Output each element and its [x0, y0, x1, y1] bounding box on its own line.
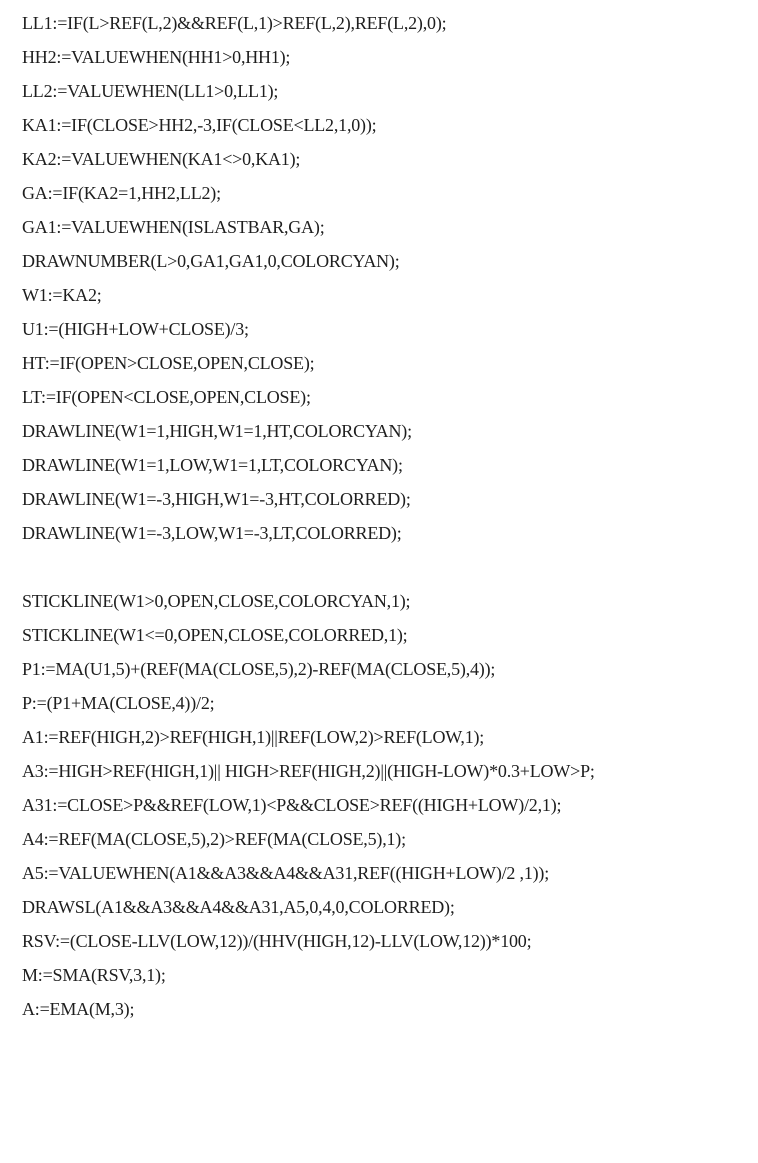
code-line-22: A3:=HIGH>REF(HIGH,1)|| HIGH>REF(HIGH,2)||(HIGH-LOW)*0.3+LOW>P; — [22, 761, 595, 781]
code-line-29: A:=EMA(M,3); — [22, 999, 135, 1019]
code-line-4: KA1:=IF(CLOSE>HH2,-3,IF(CLOSE<LL2,1,0)); — [22, 115, 377, 135]
code-line-9: W1:=KA2; — [22, 285, 102, 305]
code-line-26: DRAWSL(A1&&A3&&A4&&A31,A5,0,4,0,COLORRED); — [22, 897, 455, 917]
code-line-24: A4:=REF(MA(CLOSE,5),2)>REF(MA(CLOSE,5),1); — [22, 829, 406, 849]
code-line-10: U1:=(HIGH+LOW+CLOSE)/3; — [22, 319, 249, 339]
formula-code-listing — [22, 6, 752, 1026]
code-line-17: STICKLINE(W1>0,OPEN,CLOSE,COLORCYAN,1); — [22, 591, 411, 611]
code-line-15: DRAWLINE(W1=-3,HIGH,W1=-3,HT,COLORRED); — [22, 489, 411, 509]
code-line-6: GA:=IF(KA2=1,HH2,LL2); — [22, 183, 221, 203]
code-line-25: A5:=VALUEWHEN(A1&&A3&&A4&&A31,REF((HIGH+LOW)/2 ,1)); — [22, 863, 550, 883]
code-line-19: P1:=MA(U1,5)+(REF(MA(CLOSE,5),2)-REF(MA(CLOSE,5),4)); — [22, 659, 496, 679]
code-line-1: LL1:=IF(L>REF(L,2)&&REF(L,1)>REF(L,2),REF(L,2),0); — [22, 13, 447, 33]
blank-line — [22, 550, 752, 584]
code-line-8: DRAWNUMBER(L>0,GA1,GA1,0,COLORCYAN); — [22, 251, 400, 271]
code-line-5: KA2:=VALUEWHEN(KA1<>0,KA1); — [22, 149, 301, 169]
code-line-13: DRAWLINE(W1=1,HIGH,W1=1,HT,COLORCYAN); — [22, 421, 412, 441]
code-line-20: P:=(P1+MA(CLOSE,4))/2; — [22, 693, 215, 713]
code-line-7: GA1:=VALUEWHEN(ISLASTBAR,GA); — [22, 217, 325, 237]
code-line-16: DRAWLINE(W1=-3,LOW,W1=-3,LT,COLORRED); — [22, 523, 402, 543]
code-line-18: STICKLINE(W1<=0,OPEN,CLOSE,COLORRED,1); — [22, 625, 408, 645]
code-line-23: A31:=CLOSE>P&&REF(LOW,1)<P&&CLOSE>REF((HIGH+LOW)/2,1); — [22, 795, 562, 815]
code-line-28: M:=SMA(RSV,3,1); — [22, 965, 166, 985]
code-line-3: LL2:=VALUEWHEN(LL1>0,LL1); — [22, 81, 279, 101]
code-line-11: HT:=IF(OPEN>CLOSE,OPEN,CLOSE); — [22, 353, 315, 373]
code-line-2: HH2:=VALUEWHEN(HH1>0,HH1); — [22, 47, 291, 67]
code-line-27: RSV:=(CLOSE-LLV(LOW,12))/(HHV(HIGH,12)-LLV(LOW,12))*100; — [22, 931, 532, 951]
code-line-21: A1:=REF(HIGH,2)>REF(HIGH,1)||REF(LOW,2)>REF(LOW,1); — [22, 727, 485, 747]
code-line-14: DRAWLINE(W1=1,LOW,W1=1,LT,COLORCYAN); — [22, 455, 403, 475]
code-line-12: LT:=IF(OPEN<CLOSE,OPEN,CLOSE); — [22, 387, 311, 407]
